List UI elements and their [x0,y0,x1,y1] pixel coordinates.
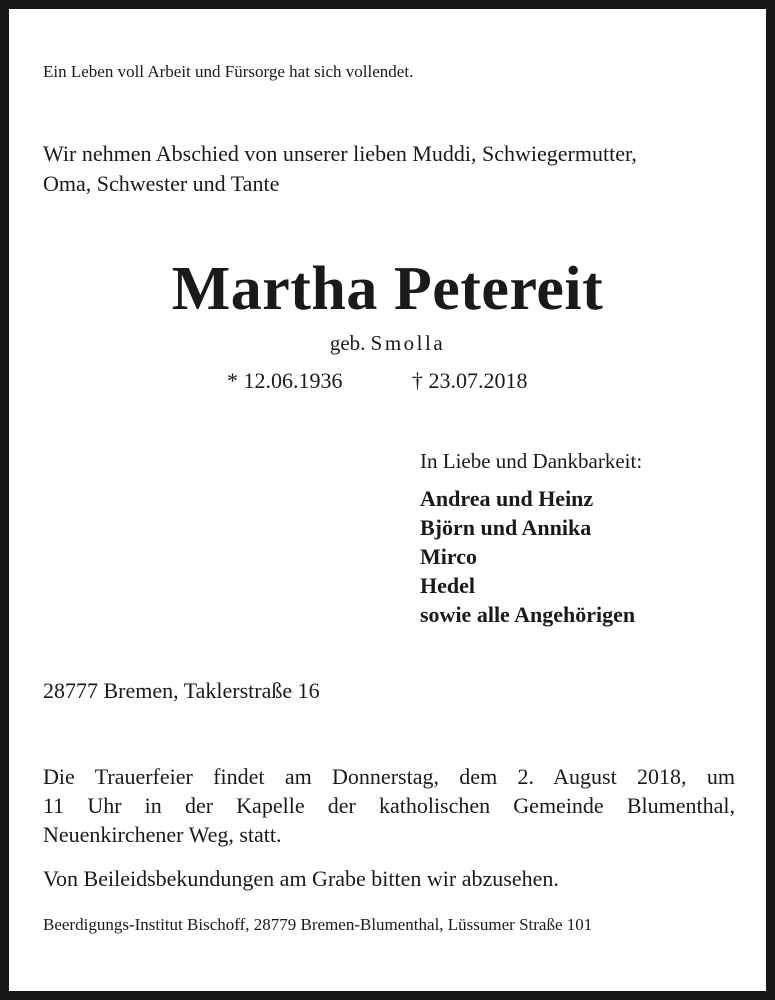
service-line-3: Neuenkirchener Weg, statt. [43,822,282,847]
intro-line-1: Wir nehmen Abschied von unserer lieben Muddi, Schwiegermutter, [43,141,637,166]
maiden-prefix: geb. [329,331,366,355]
intro-text [43,139,743,199]
intro-line-2: Oma, Schwester und Tante [43,171,280,196]
condolence-note: Von Beileidsbekundungen am Grabe bitten wir abzusehen. [43,866,559,891]
maiden-name-line [0,331,775,356]
mourner-item: Mirco [420,544,478,569]
mourner-item: Hedel [420,573,475,598]
mourner-item: sowie alle Angehörigen [420,602,636,627]
maiden-surname: Smolla [370,331,446,355]
mourners-list [420,484,635,629]
thanks-line: In Liebe und Dankbarkeit: [420,449,643,473]
undertaker-line: Beerdigungs-Institut Bischoff, 28779 Bremen-Blumenthal, Lüssumer Straße 101 [43,915,593,934]
service-line-2: 11 Uhr in der Kapelle der katholischen Gemeinde Blumenthal, [43,793,735,818]
deceased-name: Martha Petereit [171,255,604,323]
family-address: 28777 Bremen, Taklerstraße 16 [43,678,320,703]
mourner-item: Andrea und Heinz [420,486,594,511]
death-date: † 23.07.2018 [412,368,528,393]
mourner-item: Björn und Annika [420,515,592,540]
service-line-1: Die Trauerfeier findet am Donnerstag, dem 2. August 2018, um [43,764,735,789]
motto-line: Ein Leben voll Arbeit und Fürsorge hat sich vollendet. [43,62,414,81]
funeral-service-text [43,762,735,849]
birth-date: * 12.06.1936 [227,368,343,393]
